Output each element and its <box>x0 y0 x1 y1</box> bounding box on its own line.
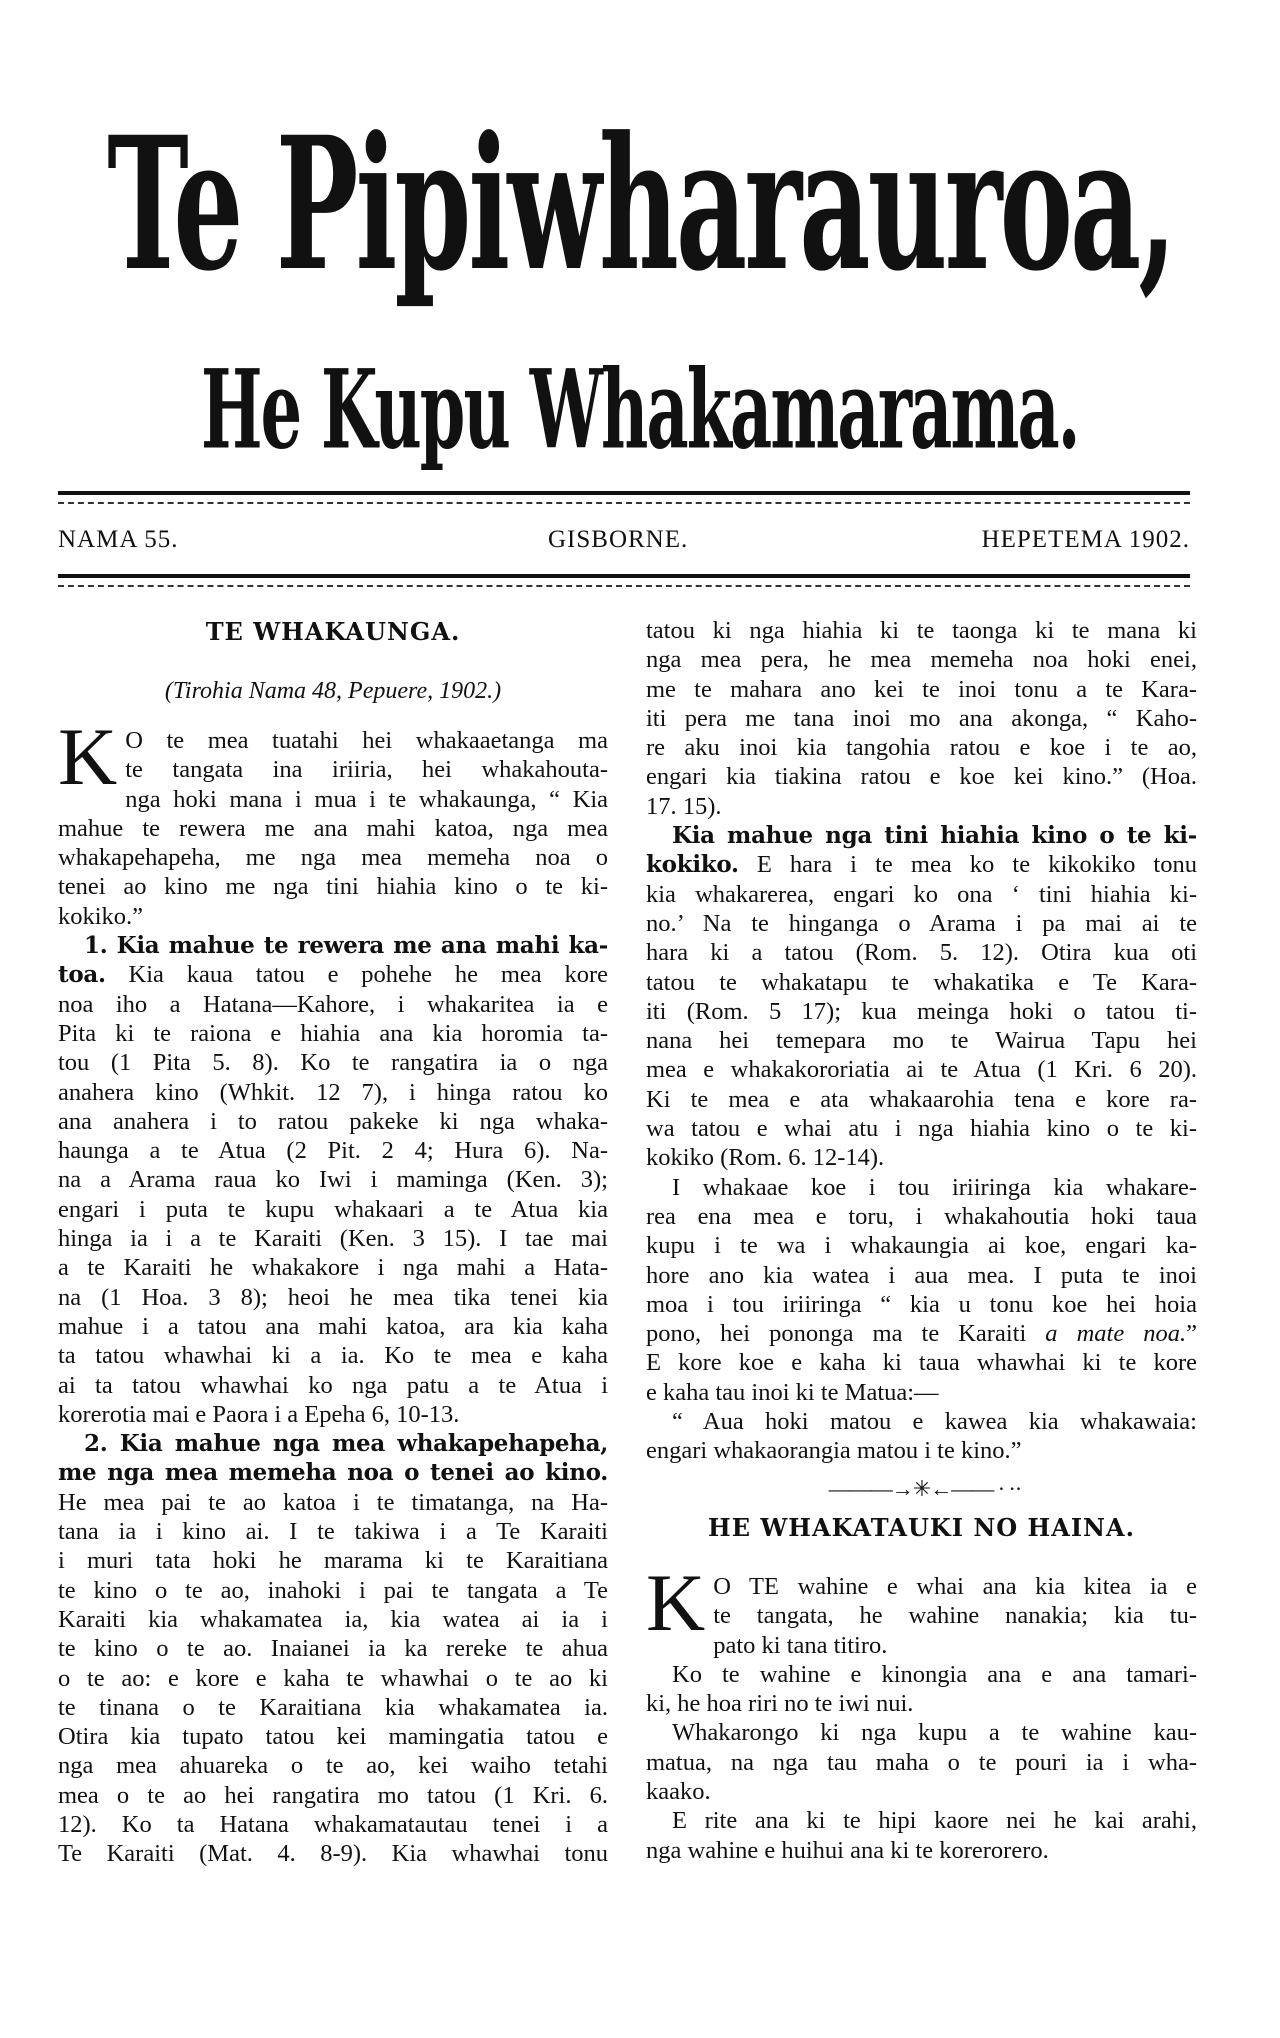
paragraph <box>646 616 1197 821</box>
text-line: kupu i te wa i whakaungia ai koe, engari ka- <box>646 1232 1197 1260</box>
text-line <box>646 1319 1197 1348</box>
italic-text: a mate noa. <box>1045 1320 1187 1348</box>
proverbs-body <box>646 1557 1197 1865</box>
text-line: mahue te rewera me ana mahi katoa, nga mea <box>58 814 608 842</box>
text-line: iti (Rom. 5 17); kua meinga hoki o tatou ti- <box>646 997 1197 1025</box>
text-line: mahue i a tatou ana mahi katoa, ara kia kaha <box>58 1312 608 1340</box>
text-line: Whakarongo ki nga kupu a te wahine kau- <box>672 1719 1197 1747</box>
text-line: He mea pai te ao katoa i te timatanga, na Ha- <box>58 1488 608 1516</box>
text-line <box>646 821 1197 850</box>
text-line: kaako. <box>646 1778 711 1806</box>
proverbs-title: HE WHAKATAUKI NO HAINA. <box>708 1513 1135 1542</box>
text-line: i muri tata hoki he marama ki te Karaitiana <box>58 1547 608 1575</box>
text-line: tatou te whakatapu te whakatika e Te Kara- <box>646 968 1197 996</box>
text: ” <box>1186 1320 1197 1348</box>
text-line: te tinana o te Karaitiana kia whakamatea ia. <box>58 1693 608 1721</box>
issue-number: NAMA 55. <box>58 526 179 553</box>
text-line: wa tatou e whai atu i nga hiahia kino o te ki- <box>646 1115 1197 1143</box>
text-line: rea ena mea e toru, i whakahoutia hoki taua <box>646 1202 1197 1230</box>
paragraph <box>646 1173 1197 1407</box>
text-line <box>58 931 608 960</box>
text-line: O te mea tuatahi hei whakaaetanga ma <box>125 727 608 754</box>
proverbs-heading <box>646 1513 1197 1542</box>
text-line: tatou ki nga hiahia ki te taonga ki te mana ki <box>646 617 1197 644</box>
text-line: e kaha tau inoi ki te Matua:— <box>646 1378 939 1406</box>
text-line: korerotia mai e Paora i a Epeha 6, 10-13. <box>58 1400 460 1428</box>
article-reference <box>58 678 608 705</box>
text-line: hinga ia i a te Karaiti (Ken. 3 15). I tae mai <box>58 1225 608 1253</box>
text-line: nga wahine e huihui ana ki te korerorero. <box>646 1836 1049 1864</box>
masthead-subtitle-text: He Kupu Whakamarama. <box>201 345 1079 474</box>
text-line <box>646 850 1197 879</box>
bold-text: 2. Kia mahue nga mea whakapehapeha, <box>84 1430 608 1458</box>
bold-text: kokiko. <box>646 851 739 879</box>
paragraph <box>646 1407 1197 1466</box>
text-line: o te ao: e kore e kaha te whawhai o te ao ki <box>58 1664 608 1692</box>
text-line: engari whakaorangia matou i te kino.” <box>646 1437 1022 1465</box>
text-line: hore ano kia watea i aua mea. I puta te inoi <box>646 1261 1197 1289</box>
paragraph <box>646 1660 1197 1719</box>
text-line: nga mea pera, he mea memeha noa hoki enei, <box>646 646 1197 674</box>
text-line: me te mahara ano kei te inoi tonu a te Kara- <box>646 675 1197 703</box>
text-line: tenei ao kino me nga tini hiahia kino o te ki- <box>58 873 608 901</box>
left-column-body <box>58 711 608 1869</box>
publication-place: GISBORNE. <box>548 526 689 553</box>
text-line: hara ki a tatou (Rom. 5. 12). Otira kua oti <box>646 939 1197 967</box>
article-subtitle: (Tirohia Nama 48, Pepuere, 1902.) <box>164 678 502 704</box>
text-line: te tangata, he wahine nanakia; kia tu- <box>713 1602 1197 1630</box>
bold-text: me nga mea memeha noa o tenei ao kino. <box>58 1459 608 1487</box>
text-line: O TE wahine e whai ana kia kitea ia e <box>713 1573 1197 1600</box>
text-line: re aku inoi kia tangohia ratou e koe i te ao, <box>646 734 1197 762</box>
text-line: kokiko (Rom. 6. 12-14). <box>646 1144 885 1172</box>
text-line: ta tatou whawhai ki a ia. Ko te mea e kaha <box>58 1342 608 1370</box>
text-line: no.’ Na te hinganga o Arama i pa mai ai te <box>646 909 1197 937</box>
text-line: te kino o te ao, inahoki i pai te tangata a Te <box>58 1576 608 1604</box>
paragraph <box>58 931 608 1429</box>
text-line: na a Arama raua ko Iwi i maminga (Ken. 3); <box>58 1166 608 1194</box>
text-line: ki, he hoa riri no te iwi nui. <box>646 1690 914 1718</box>
text-line: 12). Ko ta Hatana whakamatautau tenei i a <box>58 1810 608 1838</box>
masthead-title-text: Te Pipiwharauroa, <box>106 96 1174 312</box>
text-line: na (1 Hoa. 3 8); heoi he mea tika tenei kia <box>58 1283 608 1311</box>
article-title: TE WHAKAUNGA. <box>205 617 461 646</box>
text-line: ana anahera i to ratou pakeke ki nga whaka- <box>58 1107 608 1135</box>
right-column-body <box>646 616 1197 1466</box>
text-line: moa i tou iriiringa “ kia u tonu koe hei hoia <box>646 1290 1197 1318</box>
text-line: E rite ana ki te hipi kaore nei he kai arahi, <box>672 1807 1197 1835</box>
text-line: nga hoki mana i mua i te whakaunga, “ Kia <box>125 785 608 813</box>
text-line: Karaiti kia whakamatea ia, kia watea ai ia i <box>58 1605 608 1633</box>
text-line <box>58 1458 608 1487</box>
text-line: E kore koe e kaha ki taua whawhai ki te kore <box>646 1349 1197 1377</box>
masthead-title <box>0 96 1280 312</box>
text-line: kia whakarerea, engari ko ona ‘ tini hiahia ki- <box>646 880 1197 908</box>
bold-text: 1. Kia mahue te rewera me ana mahi ka- <box>84 932 608 960</box>
text-line: a te Karaiti he whakakore i nga mahi a Hata- <box>58 1254 608 1282</box>
text-line: kokiko.” <box>58 902 144 930</box>
paragraph <box>58 1429 608 1868</box>
bold-text: Kia mahue nga tini hiahia kino o te ki- <box>672 822 1197 850</box>
text-line: nana hei temepara mo te Wairua Tapu hei <box>646 1027 1197 1055</box>
text-line: Te Karaiti (Mat. 4. 8-9). Kia whawhai tonu <box>58 1840 608 1868</box>
drop-cap: K <box>646 1557 706 1648</box>
masthead-subtitle <box>0 345 1280 474</box>
text-line: engari i puta te kupu whakaari a te Atua kia <box>58 1195 608 1223</box>
text-line: tana ia i kino ai. I te takiwa i a Te Karaiti <box>58 1518 608 1546</box>
text-line: whakapehapeha, me nga mea memeha noa o <box>58 844 608 872</box>
text-line: anahera kino (Whkit. 12 7), i hinga ratou ko <box>58 1078 608 1106</box>
paragraph <box>646 821 1197 1173</box>
text: pono, hei pononga ma te Karaiti <box>646 1320 1046 1348</box>
text-line <box>58 1429 608 1458</box>
text-line: Pita ki te raiona e hiahia ana kia horomia ta- <box>58 1019 608 1047</box>
text-line: engari kia tiakina ratou e koe kei kino.” (Hoa. <box>646 763 1197 791</box>
issue-date: HEPETEMA 1902. <box>981 526 1190 553</box>
text-line: te kino o te ao. Inaianei ia ka rereke te ahua <box>58 1635 608 1663</box>
bottom-rule-thin <box>58 585 1190 587</box>
text: E hara i te mea ko te kikokiko tonu <box>738 851 1197 879</box>
bottom-rule-thick <box>58 574 1190 578</box>
text-line: Ki te mea e ata whakaarohia tena e kore ra- <box>646 1085 1197 1113</box>
text-line: noa iho a Hatana—Kahore, i whakaritea ia e <box>58 990 608 1018</box>
drop-cap: K <box>58 711 118 802</box>
paragraph <box>646 1557 1197 1660</box>
paragraph <box>58 711 608 931</box>
text-line: ai ta tatou whawhai ko nga patu a te Atua i <box>58 1371 608 1399</box>
article-heading <box>58 617 608 646</box>
text-line: 17. 15). <box>646 792 722 820</box>
text-line <box>58 960 608 989</box>
text: Kia kaua tatou e pohehe he mea kore <box>105 961 608 989</box>
text-line: “ Aua hoki matou e kawea kia whakawaia: <box>672 1408 1197 1436</box>
text-line: matua, na nga tau maha o te pouri ia i wha- <box>646 1748 1197 1776</box>
text-line: te tangata ina iriiria, hei whakahouta- <box>125 756 608 784</box>
bold-text: toa. <box>58 961 106 989</box>
text-line: Ko te wahine e kinongia ana e ana tamari- <box>672 1660 1197 1688</box>
text-line: haunga a te Atua (2 Pit. 2 4; Hura 6). Na- <box>58 1137 608 1165</box>
text-line: pato ki tana titiro. <box>713 1631 888 1659</box>
paragraph <box>646 1806 1197 1865</box>
text-line: iti pera me tana inoi mo ana akonga, “ Kaho- <box>646 704 1197 732</box>
text-line: mea o te ao hei rangatira mo tatou (1 Kri. 6. <box>58 1781 608 1809</box>
top-rule-thick <box>58 491 1190 495</box>
text-line: I whakaae koe i tou iriiringa kia whakare- <box>672 1173 1197 1201</box>
text-line: tou (1 Pita 5. 8). Ko te rangatira ia o nga <box>58 1049 608 1077</box>
text-line: nga mea ahuareka o te ao, kei waiho tetahi <box>58 1752 608 1780</box>
text-line: mea e whakakororiatia ai te Atua (1 Kri. 6 20). <box>646 1056 1197 1084</box>
text-line: Otira kia tupato tatou kei mamingatia tatou e <box>58 1723 608 1751</box>
paragraph <box>646 1718 1197 1806</box>
top-rule-thin <box>58 502 1190 504</box>
section-divider-ornament: ———→✳←—— · ·· <box>828 1476 1022 1501</box>
